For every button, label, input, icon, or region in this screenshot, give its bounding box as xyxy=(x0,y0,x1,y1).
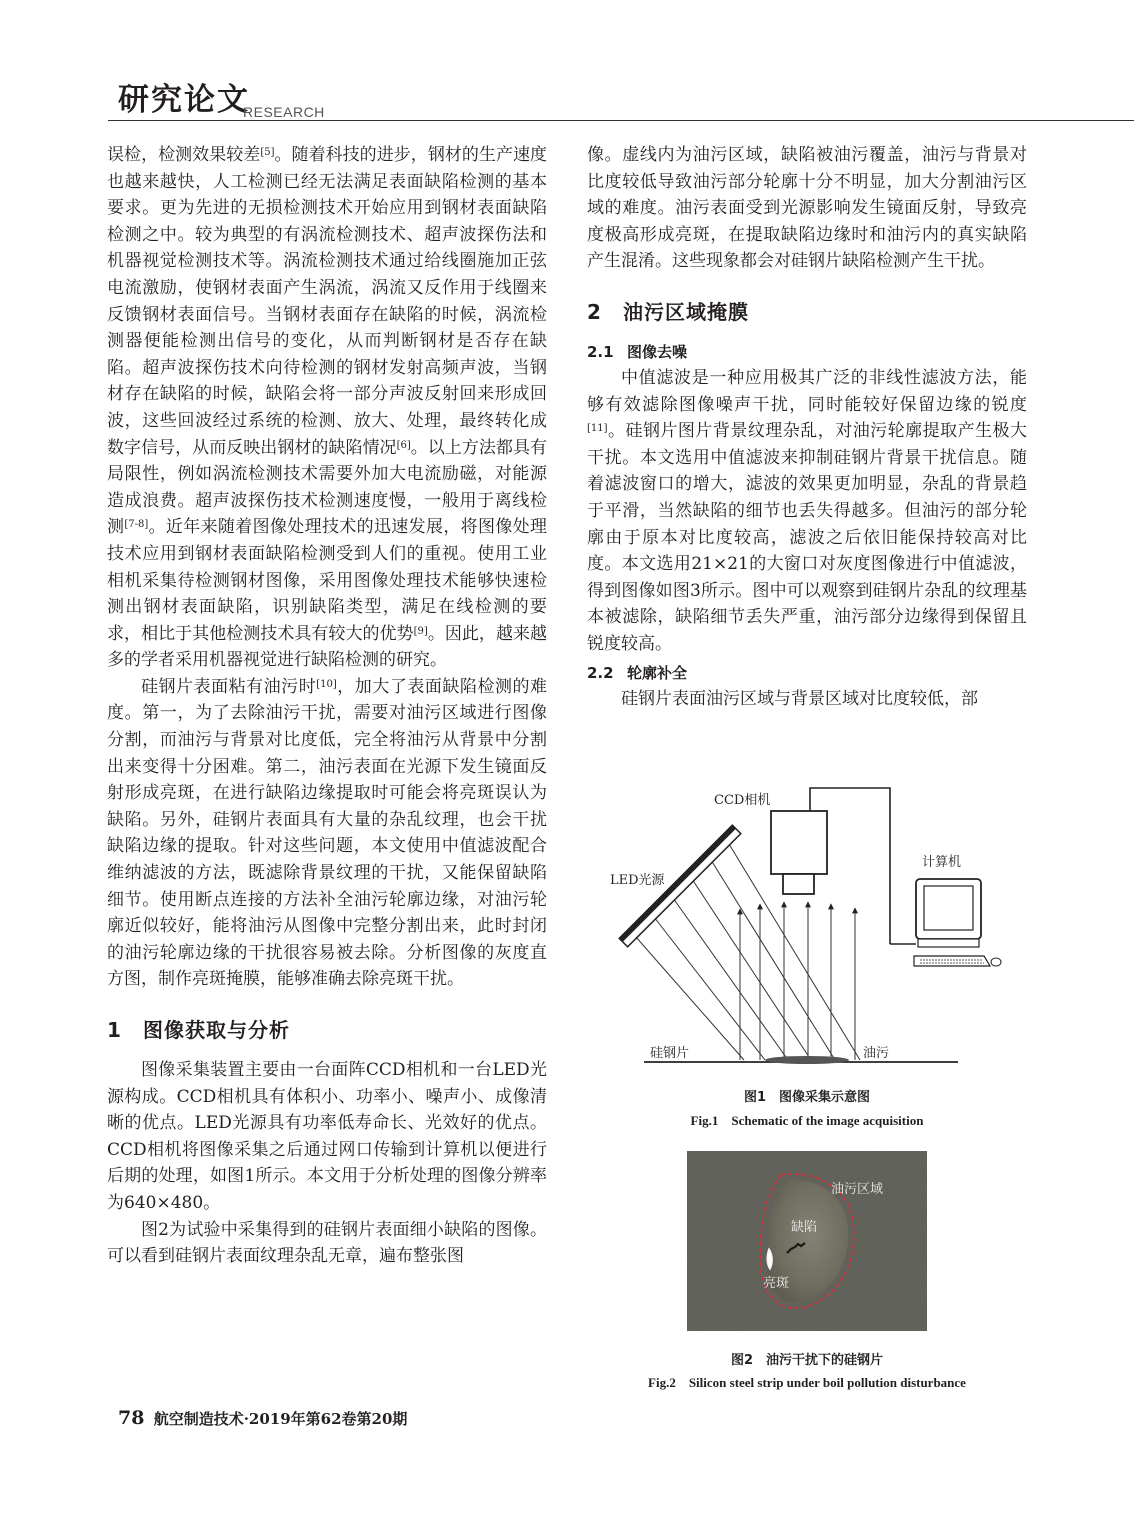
oil-region-label: 油污区域 xyxy=(831,1182,884,1197)
oil-spot xyxy=(765,1056,849,1064)
citation: [7-8] xyxy=(124,519,149,531)
subsection-heading-2-2: 2.2 轮廓补全 xyxy=(587,663,688,682)
light-rays xyxy=(635,844,860,1060)
section-title: 研究论文 xyxy=(118,82,250,118)
bright-spot-label: 亮斑 xyxy=(763,1276,790,1291)
section-heading-2: 2 油污区域掩膜 xyxy=(587,299,749,324)
paragraph: 硅钢片表面油污区域与背景区域对比度较低，部 xyxy=(621,688,978,709)
paragraph: 误检，检测效果较差[5]。随着科技的进步，钢材的生产速度也越来越快，人工检测已经无法满足表面缺陷检测的基本要求。更为先进的无损检测技术开始应用到钢材表面缺陷检测之中。较为典型的有涡流检测技术、超声波探伤法和机器视觉检测技术等。涡流检测技术通过给线圈施加正弦电流激励，使钢材表面产生涡流，涡流又反作用于线圈来反馈钢材表面信号。当钢材表面存在缺陷的时候，涡流检测器便能检测出信号的变化，从而判断钢材是否存在缺陷。超声波探伤技术向待检测的钢材发射高频声波，当钢材存在缺陷的时候，缺陷会将一部分声波反射回来形成回波，这些回波经过系统的检测、放大、处理，最终转化成数字信号，从而反映出钢材的缺陷情况[6]。以上方法都具有局限性，例如涡流检测技术需要外加大电流励磁，对能源造成浪费。超声波探伤技术检测速度慢，一般用于离线检测[7-8]。近年来随着图像处理技术的迅速发展，将图像处理技术应用到钢材表面缺陷检测受到人们的重视。使用工业相机采集待检测钢材图像，采用图像处理技术能够快速检测出钢材表面缺陷，识别缺陷类型，满足在线检测的要求，相比于其他检测技术具有较大的优势[9]。因此，越来越多的学者采用机器视觉进行缺陷检测的研究。 xyxy=(107,145,548,671)
computer-label: 计算机 xyxy=(922,855,962,870)
steel-label: 硅钢片 xyxy=(650,1046,690,1061)
citation: [11] xyxy=(587,423,608,435)
figure-1-schematic xyxy=(598,774,1012,1068)
right-column xyxy=(587,142,1027,712)
figure-2-photo xyxy=(687,1151,927,1331)
citation: [5] xyxy=(260,147,275,158)
citation: [10] xyxy=(316,678,337,690)
paragraph: 像。虚线内为油污区域，缺陷被油污覆盖，油污与背景对比度较低导致油污部分轮廓十分不明显，加大分割油污区域的难度。油污表面受到光源影响发生镜面反射，导致亮度极高形成亮斑，在提取缺陷边缘时和油污内的真实缺陷产生混淆。这些现象都会对硅钢片缺陷检测产生干扰。 xyxy=(587,145,1027,272)
figure-2-caption-en: Fig.2 Silicon steel strip under boil pollution disturbance xyxy=(648,1375,966,1390)
bright-spot xyxy=(767,1249,772,1269)
defect-label: 缺陷 xyxy=(791,1220,818,1235)
page-number: 78 xyxy=(118,1407,145,1429)
citation: [9] xyxy=(413,625,428,637)
section-subtitle: RESEARCH xyxy=(243,104,325,120)
citation: [6] xyxy=(396,439,411,451)
header-rule xyxy=(108,120,1134,121)
subsection-heading-2-1: 2.1 图像去噪 xyxy=(587,342,688,361)
ccd-camera-icon xyxy=(771,811,827,894)
paragraph: 图2为试验中采集得到的硅钢片表面细小缺陷的图像。可以看到硅钢片表面纹理杂乱无章，遍布整张图 xyxy=(107,1219,547,1267)
computer-icon xyxy=(890,879,1001,966)
figure-1-caption-en: Fig.1 Schematic of the image acquisition xyxy=(690,1113,924,1128)
reflected-rays xyxy=(740,902,855,1060)
led-label: LED光源 xyxy=(610,873,665,888)
oil-label: 油污 xyxy=(863,1046,890,1061)
left-column xyxy=(107,142,547,1270)
paragraph: 硅钢片表面粘有油污时[10]，加大了表面缺陷检测的难度。第一，为了去除油污干扰，需要对油污区域进行图像分割，而油污与背景对比度低，完全将油污从背景中分割出来变得十分困难。第二，油污表面在光源下发生镜面反射形成亮斑，在进行缺陷边缘提取时可能会将亮斑误认为缺陷。另外，硅钢片表面具有大量的杂乱纹理，也会干扰缺陷边缘的提取。针对这些问题，本文使用中值滤波配合维纳滤波的方法，既滤除背景纹理的干扰，又能保留缺陷细节。使用断点连接的方法补全油污轮廓边缘，对油污轮廓近似较好，能将油污从图像中完整分割出来，此时封闭的油污轮廓边缘的干扰很容易被去除。分析图像的灰度直方图，制作亮斑掩膜，能够准确去除亮斑干扰。 xyxy=(107,676,548,990)
figure-2-caption-cn: 图2 油污干扰下的硅钢片 xyxy=(730,1353,884,1368)
figure-1-caption-cn: 图1 图像采集示意图 xyxy=(743,1090,871,1105)
journal-info: 航空制造技术·2019年第62卷第20期 xyxy=(153,1410,408,1428)
page-footer xyxy=(118,1407,407,1429)
camera-label: CCD相机 xyxy=(714,793,771,808)
paragraph: 中值滤波是一种应用极其广泛的非线性滤波方法，能够有效滤除图像噪声干扰，同时能较好保留边缘的锐度[11]。硅钢片图片背景纹理杂乱，对油污轮廓提取产生极大干扰。本文选用中值滤波来抑制硅钢片背景干扰信息。随着滤波窗口的增大，滤波的效果更加明显，杂乱的背景趋于平滑，当然缺陷的细节也丢失得越多。但油污的部分轮廓由于原本对比度较高，滤波之后依旧能保持较高对比度。本文选用21×21的大窗口对灰度图像进行中值滤波，得到图像如图3所示。图中可以观察到硅钢片杂乱的纹理基本被滤除，缺陷细节丢失严重，油污部分边缘得到保留且锐度较高。 xyxy=(587,367,1027,654)
section-heading-1: 1 图像获取与分析 xyxy=(107,1018,290,1042)
paragraph: 图像采集装置主要由一台面阵CCD相机和一台LED光源构成。CCD相机具有体积小、功率小、噪声小、成像清晰的优点。LED光源具有功率低寿命长、光效好的优点。CCD相机将图像采集之后通过网口传输到计算机以便进行后期的处理，如图1所示。本文用于分析处理的图像分辨率为640×480。 xyxy=(107,1060,547,1213)
